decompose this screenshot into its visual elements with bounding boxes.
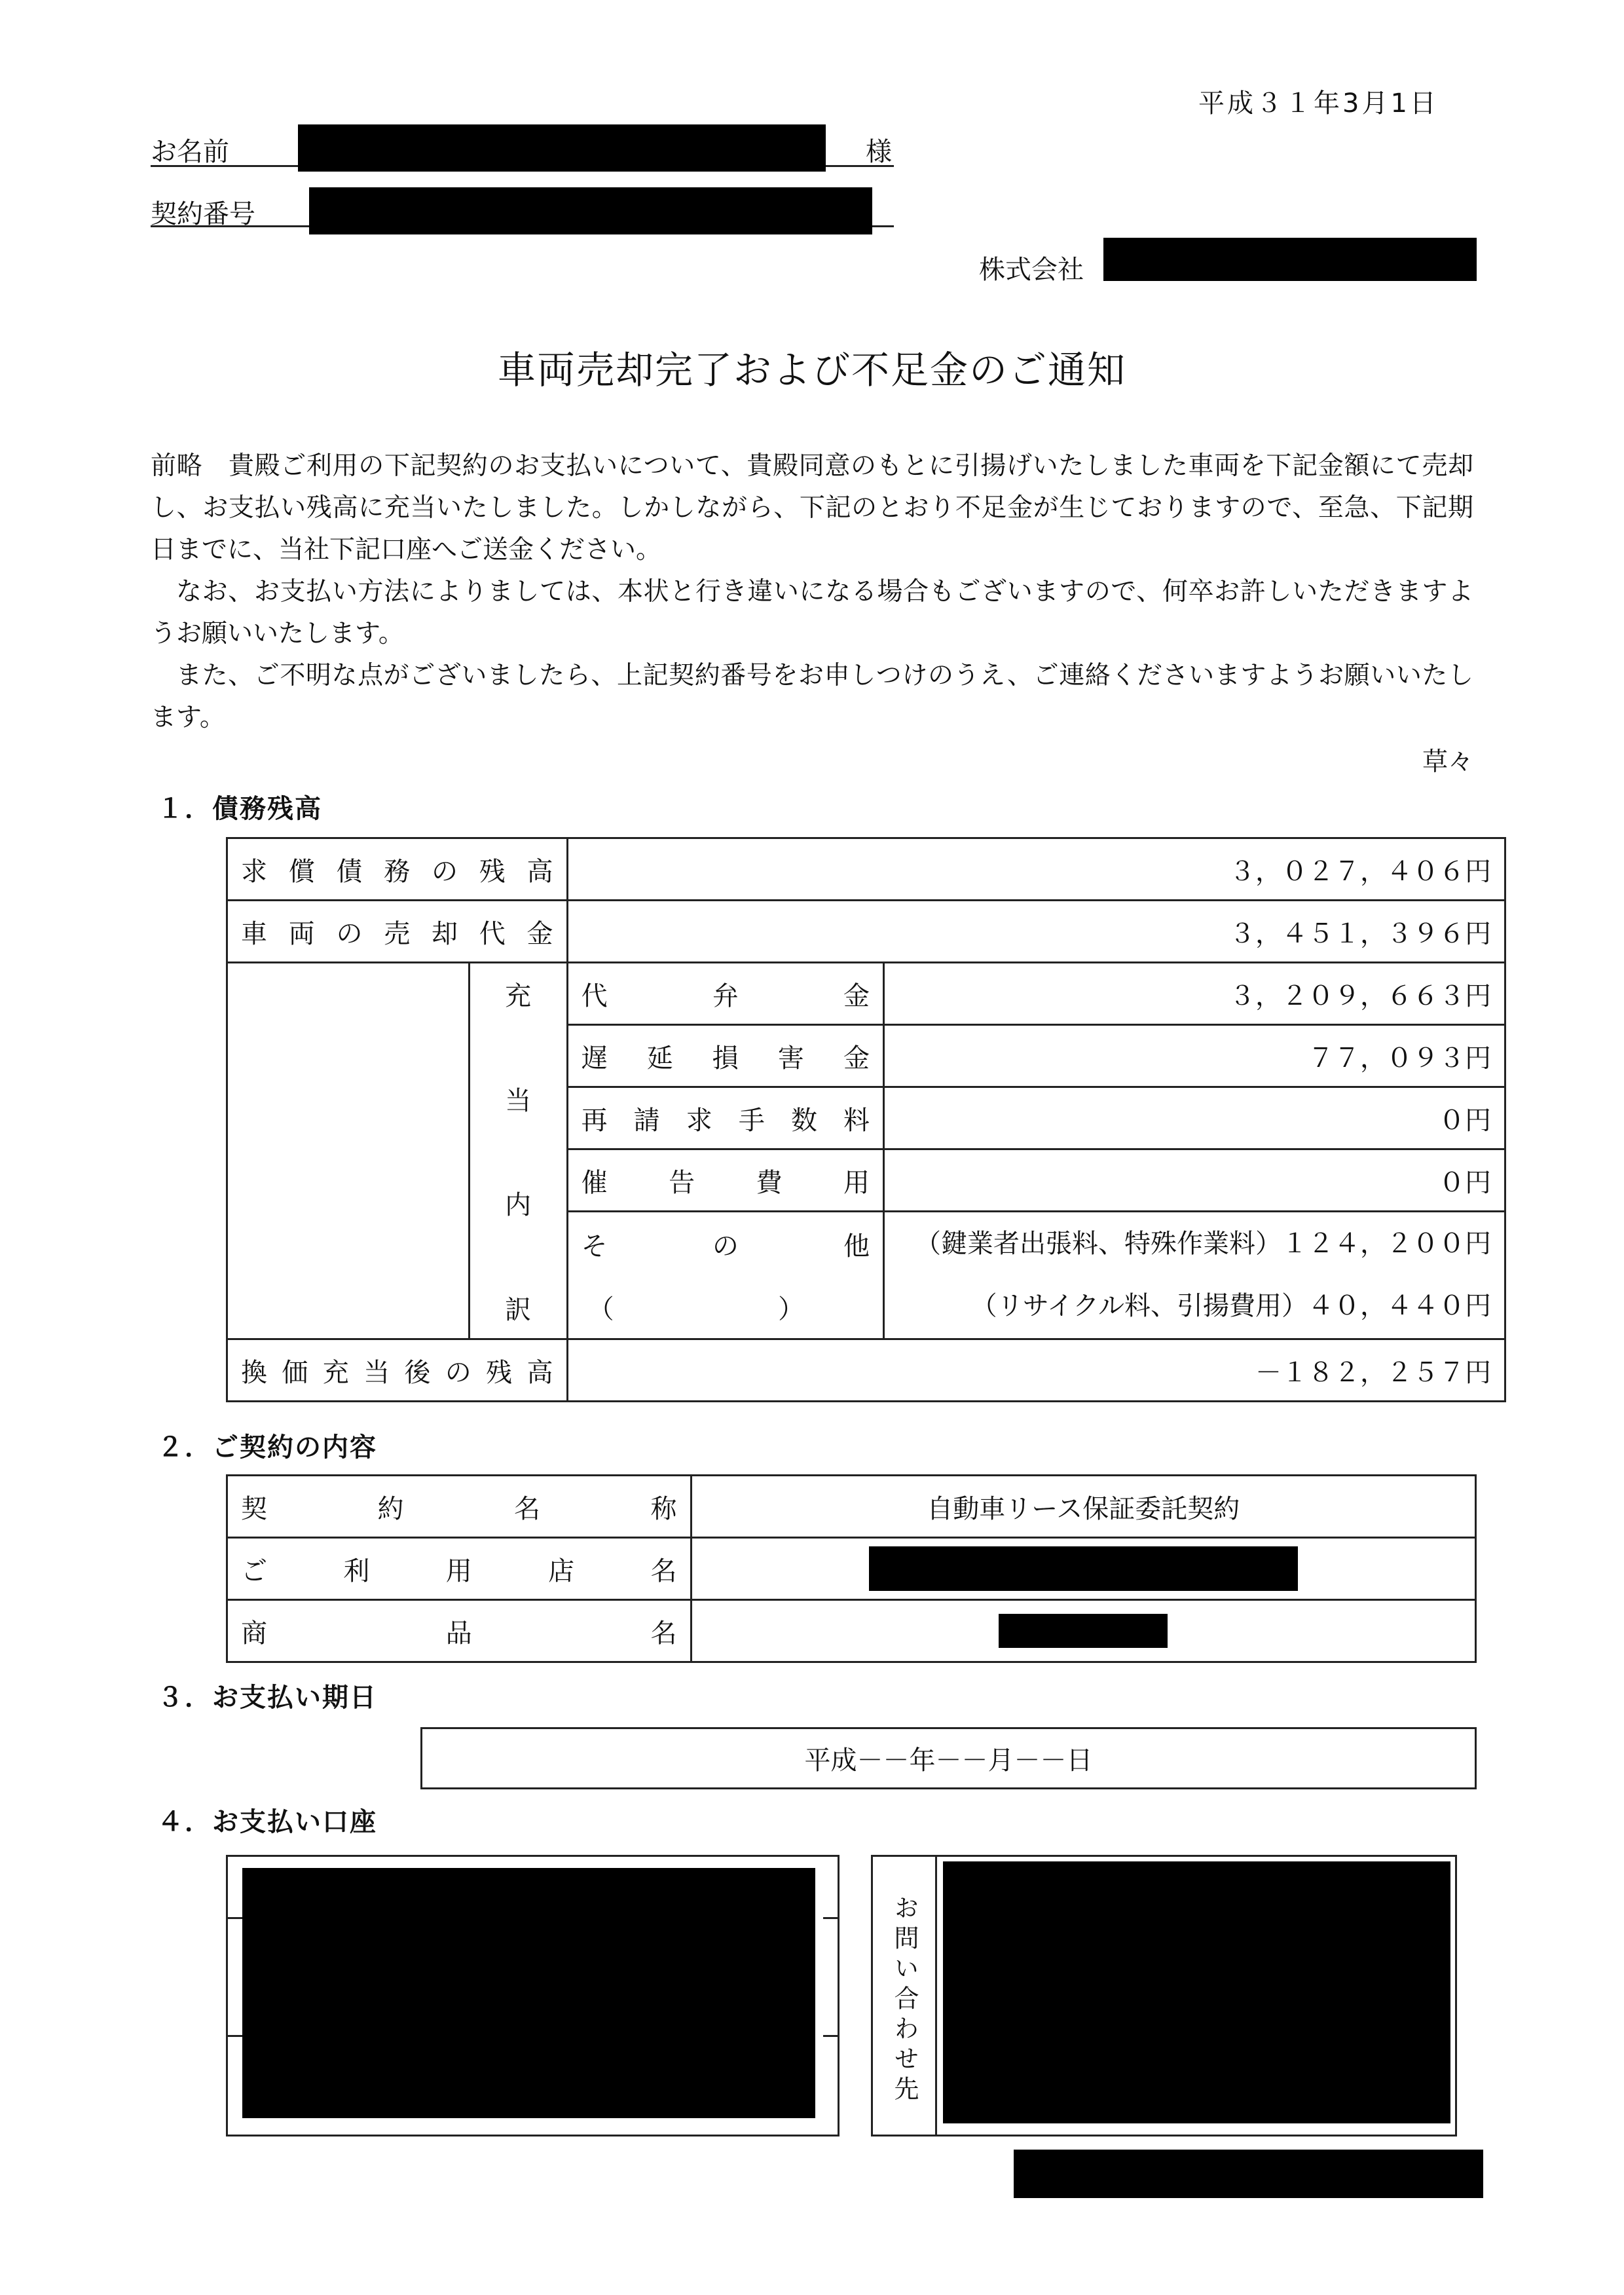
redacted-contract-number bbox=[309, 187, 872, 234]
contact-label: お問い合わせ先 bbox=[890, 1895, 919, 2106]
body-paragraph-2: なお、お支払い方法によりましては、本状と行き違いになる場合もございますので、何卒お許しいただきますようお願いいたします。 bbox=[151, 577, 1473, 648]
contract-name-row bbox=[227, 1476, 1476, 1538]
other-detail-blank: （ ） bbox=[567, 1276, 883, 1339]
redacted-company-name bbox=[1103, 238, 1477, 281]
other-value-line-2: （リサイクル料、引揚費用）４０，４４０円 bbox=[970, 1291, 1491, 1321]
body-paragraph-1: 前略 貴殿ご利用の下記契約のお支払いについて、貴殿同意のもとに引揚げいたしました車両を下記金額にて売却し、お支払い残高に充当いたしました。しかしながら、下記のとおり不足金が生じておりますので、至急、下記期日までに、当社下記口座へご送金ください。 bbox=[151, 451, 1473, 565]
section3-heading: ３．お支払い期日 bbox=[157, 1683, 377, 1713]
advance-row bbox=[227, 963, 1505, 1025]
redacted-footer bbox=[1014, 2150, 1483, 2198]
rebilling-fee-value: ０円 bbox=[884, 1087, 1505, 1149]
redacted-contact bbox=[943, 1861, 1450, 2123]
late-fee-label: 遅 延 損 害 金 bbox=[567, 1025, 883, 1087]
advance-value: ３，２０９，６６３円 bbox=[884, 963, 1505, 1025]
store-name-row bbox=[227, 1538, 1476, 1600]
name-label: お名前 bbox=[151, 137, 229, 167]
remaining-debt-value: ３，０２７，４０６円 bbox=[567, 838, 1505, 901]
redacted-store-name bbox=[869, 1546, 1298, 1591]
sale-price-value: ３，４５１，３９６円 bbox=[567, 901, 1505, 963]
body-paragraph-3: また、ご不明な点がございましたら、上記契約番号をお申しつけのうえ、ご連絡くださいますようお願いいたします。 bbox=[151, 661, 1473, 732]
sale-price-row bbox=[227, 901, 1505, 963]
product-name-label: 商 品 名 bbox=[227, 1600, 692, 1662]
rebilling-fee-label: 再 請 求 手 数 料 bbox=[567, 1087, 883, 1149]
contract-details-table bbox=[226, 1474, 1477, 1663]
name-suffix: 様 bbox=[866, 137, 892, 167]
remaining-debt-row bbox=[227, 838, 1505, 901]
other-value-line-1: （鍵業者出張料、特殊作業料）１２４，２００円 bbox=[915, 1229, 1491, 1259]
issue-date: 平成３１年3月1日 bbox=[1198, 88, 1439, 119]
payment-due-date: 平成－－年－－月－－日 bbox=[804, 1745, 1093, 1776]
contract-number-label: 契約番号 bbox=[151, 199, 255, 229]
after-balance-row bbox=[227, 1339, 1505, 1402]
store-name-value bbox=[691, 1538, 1475, 1600]
store-name-label: ご 利 用 店 名 bbox=[227, 1538, 692, 1600]
breakdown-label: 充 当 内 訳 bbox=[469, 963, 567, 1339]
contract-name-label: 契 約 名 称 bbox=[227, 1476, 692, 1538]
section4-heading: ４．お支払い口座 bbox=[157, 1807, 377, 1837]
sale-price-label: 車 両 の 売 却 代 金 bbox=[227, 901, 568, 963]
closing-word: 草々 bbox=[1422, 747, 1473, 777]
redacted-bank-account bbox=[242, 1868, 815, 2118]
company-prefix: 株式会社 bbox=[979, 255, 1084, 285]
other-label: そ の 他 bbox=[567, 1212, 883, 1277]
redacted-name bbox=[298, 124, 826, 172]
advance-label: 代 弁 金 bbox=[567, 963, 883, 1025]
product-name-row bbox=[227, 1600, 1476, 1662]
notice-cost-label: 催 告 費 用 bbox=[567, 1149, 883, 1212]
debt-balance-table bbox=[226, 837, 1506, 1402]
after-balance-value: －１８２，２５７円 bbox=[567, 1339, 1505, 1402]
redacted-product-name bbox=[999, 1614, 1168, 1648]
section2-heading: ２．ご契約の内容 bbox=[157, 1432, 377, 1463]
notice-cost-value: ０円 bbox=[884, 1149, 1505, 1212]
late-fee-value: ７７，０９３円 bbox=[884, 1025, 1505, 1087]
section1-heading: １．債務残高 bbox=[157, 794, 322, 824]
letter-body bbox=[151, 445, 1473, 739]
breakdown-blank-cell bbox=[227, 963, 470, 1339]
payment-due-date-box bbox=[420, 1727, 1477, 1789]
remaining-debt-label: 求 償 債 務 の 残 高 bbox=[227, 838, 568, 901]
document-title: 車両売却完了および不足金のご通知 bbox=[497, 348, 1126, 392]
product-name-value bbox=[691, 1600, 1475, 1662]
contract-name-value: 自動車リース保証委託契約 bbox=[691, 1476, 1475, 1538]
after-balance-label: 換 価 充 当 後 の 残 高 bbox=[227, 1339, 568, 1402]
other-value bbox=[884, 1212, 1505, 1339]
